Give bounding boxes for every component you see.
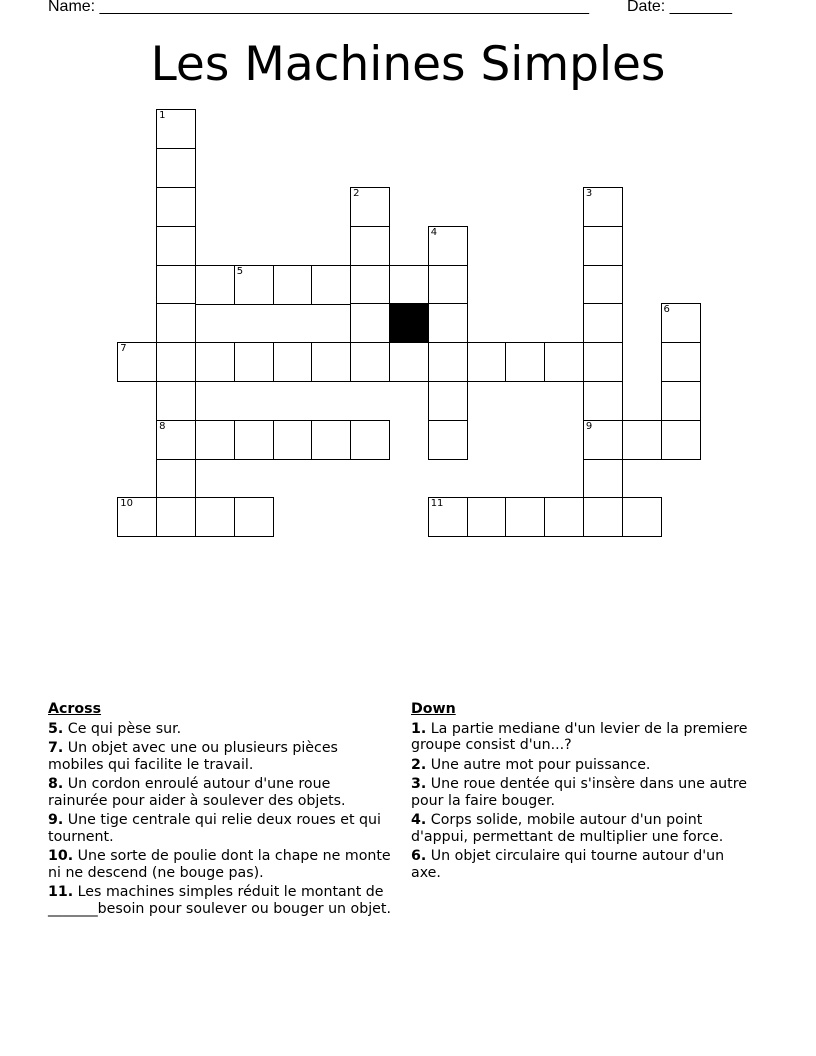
grid-cell[interactable] xyxy=(583,497,623,537)
clue-number: 4 xyxy=(430,226,438,238)
across-clue xyxy=(48,848,393,881)
grid-cell[interactable] xyxy=(467,342,507,382)
grid-cell[interactable] xyxy=(156,342,196,382)
clue-number: 10. xyxy=(48,848,74,864)
down-clue xyxy=(411,721,756,754)
clue-text: La partie mediane d'un levier de la premiere groupe consist d'un...? xyxy=(411,720,748,753)
grid-cell[interactable] xyxy=(661,303,701,343)
grid-cell[interactable] xyxy=(273,420,313,460)
grid-cell[interactable] xyxy=(234,497,274,537)
grid-cell[interactable] xyxy=(583,459,623,499)
grid-cell[interactable] xyxy=(350,187,390,227)
grid-cell[interactable] xyxy=(350,303,390,343)
clue-number: 3. xyxy=(411,776,427,792)
down-clue xyxy=(411,812,756,845)
across-clue xyxy=(48,776,393,809)
clue-number: 2. xyxy=(411,756,427,773)
grid-cell[interactable] xyxy=(156,226,196,266)
grid-cell[interactable] xyxy=(311,420,351,460)
clue-number: 5 xyxy=(236,265,244,277)
across-clue xyxy=(48,721,393,738)
grid-cell[interactable] xyxy=(544,497,584,537)
grid-cell[interactable] xyxy=(156,459,196,499)
grid-cell[interactable] xyxy=(428,381,468,421)
grid-cell[interactable] xyxy=(389,265,429,305)
grid-cell[interactable] xyxy=(311,342,351,382)
grid-cell[interactable] xyxy=(467,497,507,537)
grid-cell[interactable] xyxy=(583,187,623,227)
grid-cell[interactable] xyxy=(350,420,390,460)
grid-cell[interactable] xyxy=(350,226,390,266)
down-clue xyxy=(411,776,756,809)
across-heading: Across xyxy=(48,701,102,717)
clue-text: Un cordon enroulé autour d'une roue rainurée pour aider à soulever des objets. xyxy=(48,776,346,809)
grid-cell[interactable] xyxy=(273,342,313,382)
across-clues xyxy=(48,701,393,920)
grid-cell[interactable] xyxy=(195,342,235,382)
clue-number: 10 xyxy=(120,498,134,510)
grid-cell[interactable] xyxy=(661,381,701,421)
grid-cell[interactable] xyxy=(583,226,623,266)
clue-number: 7 xyxy=(120,343,127,355)
clue-number: 6 xyxy=(663,304,670,316)
grid-cell[interactable] xyxy=(583,342,623,382)
name-field: Name: _______________________________________________________ xyxy=(48,0,589,15)
clue-number: 9 xyxy=(585,420,593,432)
clue-text: Une autre mot pour puissance. xyxy=(430,756,651,773)
clue-text: Un objet avec une ou plusieurs pièces mobiles qui facilite le travail. xyxy=(48,740,338,773)
clue-number: 8 xyxy=(159,420,166,432)
grid-cell[interactable] xyxy=(583,420,623,460)
clue-text: Les machines simples réduit le montant de _______besoin pour soulever ou bouger un objet. xyxy=(48,884,391,917)
across-clue xyxy=(48,740,393,773)
grid-cell[interactable] xyxy=(505,342,545,382)
grid-cell[interactable] xyxy=(156,381,196,421)
grid-cell[interactable] xyxy=(661,342,701,382)
grid-cell[interactable] xyxy=(234,265,274,305)
clue-number: 1 xyxy=(159,110,166,122)
clue-number: 6. xyxy=(411,848,427,864)
grid-cell[interactable] xyxy=(156,187,196,227)
grid-cell[interactable] xyxy=(428,303,468,343)
date-field: Date: _______ xyxy=(627,0,732,15)
clue-number: 2 xyxy=(353,187,360,199)
down-clue xyxy=(411,757,756,774)
grid-cell[interactable] xyxy=(505,497,545,537)
grid-cell[interactable] xyxy=(156,303,196,343)
clue-number: 11. xyxy=(48,884,74,900)
grid-cell[interactable] xyxy=(117,497,157,537)
grid-cell[interactable] xyxy=(428,265,468,305)
clue-number: 11 xyxy=(430,498,444,510)
down-clues xyxy=(411,701,756,884)
grid-cell[interactable] xyxy=(350,265,390,305)
grid-cell[interactable] xyxy=(583,381,623,421)
clue-number: 1. xyxy=(411,720,427,737)
grid-cell[interactable] xyxy=(544,342,584,382)
clue-text: Un objet circulaire qui tourne autour d'un axe. xyxy=(411,848,725,881)
clue-number: 3 xyxy=(585,187,593,199)
clue-text: Corps solide, mobile autour d'un point d'appui, permettant de multiplier une force. xyxy=(411,812,724,845)
down-heading: Down xyxy=(411,701,456,717)
grid-cell[interactable] xyxy=(156,109,196,149)
grid-cell[interactable] xyxy=(234,342,274,382)
clue-number: 9. xyxy=(48,812,64,828)
clue-text: Une sorte de poulie dont la chape ne monte ni ne descend (ne bouge pas). xyxy=(48,848,391,881)
grid-cell[interactable] xyxy=(622,420,662,460)
clue-number: 8. xyxy=(48,776,64,792)
clue-text: Ce qui pèse sur. xyxy=(67,720,182,737)
grid-cell[interactable] xyxy=(428,342,468,382)
grid-cell[interactable] xyxy=(428,420,468,460)
across-clue xyxy=(48,812,393,845)
grid-cell[interactable] xyxy=(583,265,623,305)
grid-cell[interactable] xyxy=(156,265,196,305)
down-clue xyxy=(411,848,756,881)
across-clue xyxy=(48,884,393,917)
grid-cell[interactable] xyxy=(156,148,196,188)
clue-text: Une roue dentée qui s'insère dans une autre pour la faire bouger. xyxy=(411,776,747,809)
grid-cell[interactable] xyxy=(428,497,468,537)
grid-cell[interactable] xyxy=(583,303,623,343)
grid-cell[interactable] xyxy=(195,265,235,305)
clue-number: 5. xyxy=(48,720,64,737)
grid-cell[interactable] xyxy=(389,342,429,382)
grid-cell[interactable] xyxy=(622,497,662,537)
clue-text: Une tige centrale qui relie deux roues et qui tournent. xyxy=(48,812,381,845)
grid-cell[interactable] xyxy=(156,497,196,537)
clue-number: 7. xyxy=(48,740,64,756)
blocked-cell xyxy=(389,303,429,343)
clue-number: 4. xyxy=(411,812,427,828)
grid-cell[interactable] xyxy=(195,497,235,537)
page-title: Les Machines Simples xyxy=(150,37,666,92)
grid-cell[interactable] xyxy=(195,420,235,460)
grid-cell[interactable] xyxy=(350,342,390,382)
grid-cell[interactable] xyxy=(234,420,274,460)
grid-cell[interactable] xyxy=(661,420,701,460)
grid-cell[interactable] xyxy=(428,226,468,266)
grid-cell[interactable] xyxy=(156,420,196,460)
grid-cell[interactable] xyxy=(273,265,313,305)
grid-cell[interactable] xyxy=(117,342,157,382)
grid-cell[interactable] xyxy=(311,265,351,305)
